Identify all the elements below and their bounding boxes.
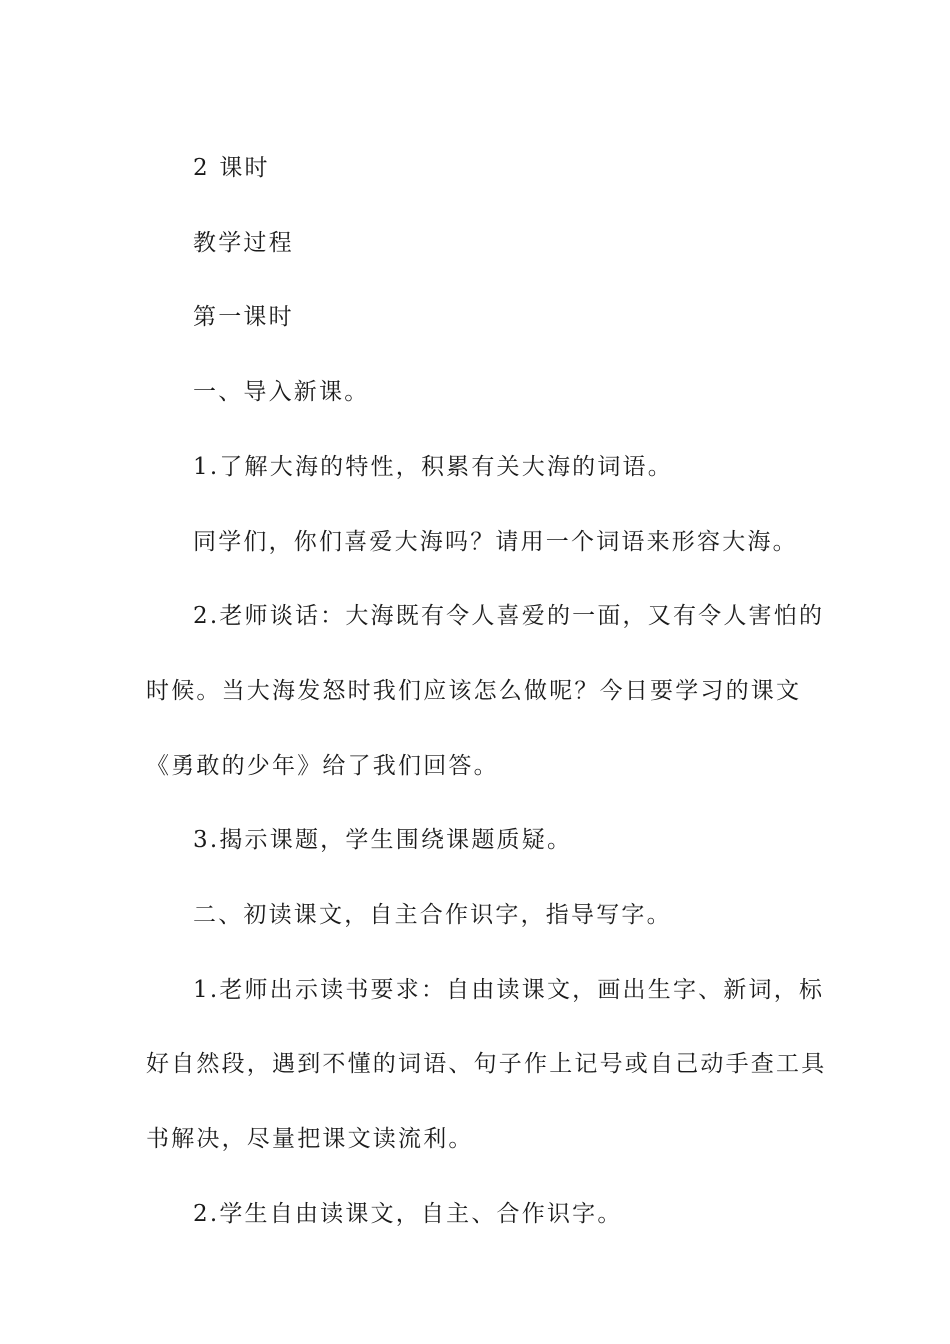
- text-line-class-hours: 2 课时: [193, 155, 270, 181]
- text-line-first-lesson: 第一课时: [193, 304, 294, 331]
- section-heading-first-reading: 二、初读课文，自主合作识字，指导写字。: [193, 902, 672, 929]
- text-line-reading-req-end: 书解决，尽量把课文读流利。: [146, 1126, 474, 1153]
- text-line-step-2-start: 2.老师谈话：大海既有令人喜爱的一面，又有令人害怕的: [193, 603, 825, 630]
- text-line-question: 同学们，你们喜爱大海吗？请用一个词语来形容大海。: [193, 528, 798, 555]
- text-line-step-3: 3.揭示课题，学生围绕课题质疑。: [193, 827, 573, 854]
- text-line-step-1: 1.了解大海的特性，积累有关大海的词语。: [193, 453, 673, 480]
- section-heading-introduction: 一、导入新课。: [193, 379, 370, 406]
- text-line-teaching-process: 教学过程: [193, 229, 294, 256]
- text-line-step-2-end: 《勇敢的少年》给了我们回答。: [146, 752, 499, 779]
- text-line-step-2-continued: 时候。当大海发怒时我们应该怎么做呢？今日要学习的课文: [146, 677, 802, 704]
- text-line-reading-req-start: 1.老师出示读书要求：自由读课文，画出生字、新词，标: [193, 976, 825, 1003]
- text-line-reading-req-continued: 好自然段，遇到不懂的词语、句子作上记号或自己动手查工具: [146, 1051, 827, 1078]
- document-body: [146, 131, 827, 1252]
- text-line-free-reading: 2.学生自由读课文，自主、合作识字。: [193, 1200, 623, 1227]
